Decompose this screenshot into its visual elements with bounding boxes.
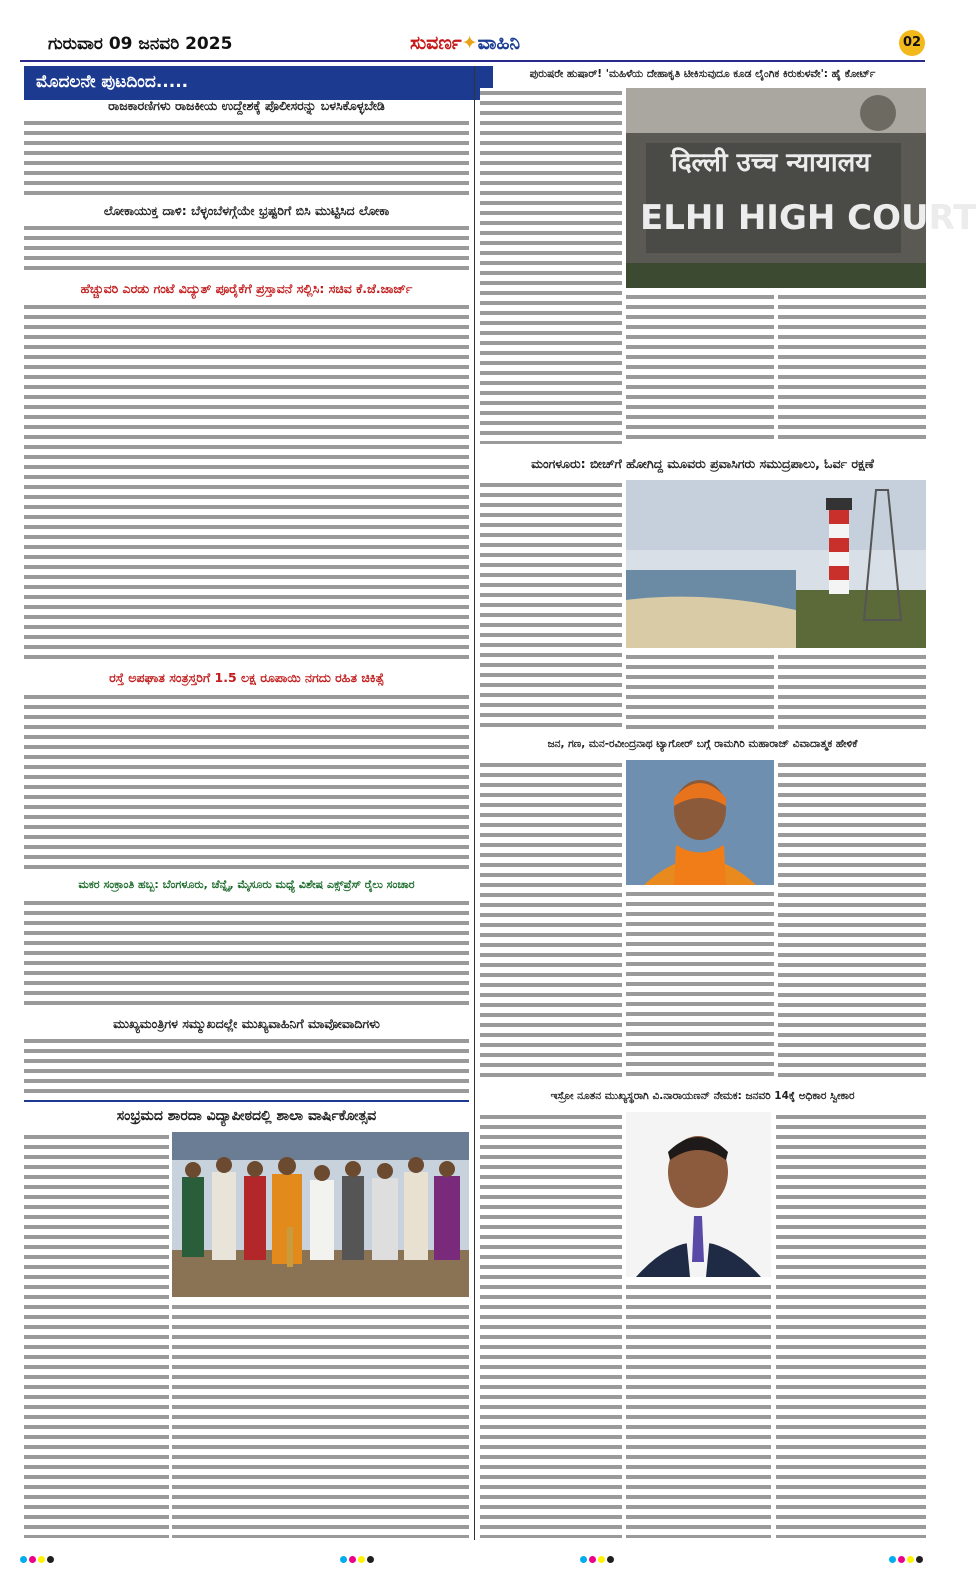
headline-annual-day: ಸಂಭ್ರಮದ ಶಾರದಾ ವಿದ್ಯಾಪೀಠದಲ್ಲಿ ಶಾಲಾ ವಾರ್ಷಿಕೋತ್ಸವ xyxy=(116,1108,377,1124)
article-beach-col3 xyxy=(778,652,926,730)
headline-lokayukta-raid: ಲೋಕಾಯುಕ್ತ ದಾಳಿ: ಬೆಳ್ಳಂಬೆಳಗ್ಗೆಯೇ ಭ್ರಷ್ಟರಿಗೆ ಬಿಸಿ ಮುಟ್ಟಿಸಿದ ಲೋಕಾ xyxy=(103,203,390,218)
article-high-court-col1 xyxy=(480,88,622,444)
headline-politicians-police: ರಾಜಕಾರಣಿಗಳು ರಾಜಕೀಯ ಉದ್ದೇಶಕ್ಕೆ ಪೊಲೀಸರನ್ನು ಬಳಸಿಕೊಳ್ಳಬೇಡಿ xyxy=(108,98,385,113)
narayanan-photo xyxy=(626,1112,771,1277)
magenta-mark xyxy=(29,1556,36,1563)
article-ramagiri-col1 xyxy=(480,760,622,1080)
black-mark xyxy=(367,1556,374,1563)
lighthouse-photo xyxy=(626,480,926,648)
magenta-mark xyxy=(349,1556,356,1563)
article-isro-col3 xyxy=(776,1112,926,1538)
article-beach-col2 xyxy=(626,652,774,730)
article-sankranti-trains xyxy=(24,898,469,1010)
yellow-mark xyxy=(907,1556,914,1563)
cyan-mark xyxy=(20,1556,27,1563)
column-rule xyxy=(474,66,475,1540)
logo-part1: ಸುವರ್ಣ xyxy=(410,32,462,54)
headline-accident-treatment: ರಸ್ತೆ ಅಪಘಾತ ಸಂತ್ರಸ್ತರಿಗೆ 1.5 ಲಕ್ಷ ರೂಪಾಯಿ ನಗದು ರಹಿತ ಚಿಕಿತ್ಸೆ xyxy=(109,670,384,685)
magenta-mark xyxy=(589,1556,596,1563)
headline-ramagiri: ಜನ, ಗಣ, ಮನ-ರವೀಂದ್ರನಾಥ ಟ್ಯಾಗೋರ್ ಬಗ್ಗೆ ರಾಮಗಿರಿ ಮಹಾರಾಜ್ ವಿವಾದಾತ್ಮಕ ಹೇಳಿಕೆ xyxy=(547,738,858,750)
masthead xyxy=(20,30,925,58)
yellow-mark xyxy=(358,1556,365,1563)
headline-mangaluru-beach: ಮಂಗಳೂರು: ಬೀಚ್‌ಗೆ ಹೋಗಿದ್ದ ಮೂವರು ಪ್ರವಾಸಿಗರು ಸಮುದ್ರಪಾಲು, ಓರ್ವ ರಕ್ಷಣೆ xyxy=(531,456,874,471)
logo-lamp-icon: ✦ xyxy=(461,32,478,54)
footer-color-marks xyxy=(20,1548,925,1558)
page-number: 02 xyxy=(899,30,925,56)
article-isro-col2 xyxy=(626,1282,771,1538)
court-sign-hindi: दिल्ली उच्च न्यायालय xyxy=(671,148,871,178)
article-beach-col1 xyxy=(480,480,622,730)
header-rule xyxy=(20,60,925,62)
black-mark xyxy=(607,1556,614,1563)
yellow-mark xyxy=(38,1556,45,1563)
cyan-mark xyxy=(580,1556,587,1563)
annual-day-photo xyxy=(172,1132,469,1297)
delhi-high-court-photo xyxy=(626,88,976,288)
article-isro-col1 xyxy=(480,1112,622,1538)
court-sign-english: ELHI HIGH COURT xyxy=(640,198,976,238)
issue-date: ಗುರುವಾರ 09 ಜನವರಿ 2025 xyxy=(48,34,233,54)
headline-maoists: ಮುಖ್ಯಮಂತ್ರಿಗಳ ಸಮ್ಮುಖದಲ್ಲೇ ಮುಖ್ಯವಾಹಿನಿಗೆ ಮಾವೋವಾದಿಗಳು xyxy=(113,1016,380,1031)
article-politicians-police xyxy=(24,118,469,198)
cyan-mark xyxy=(889,1556,896,1563)
headline-high-court: ಪುರುಷರೇ ಹುಷಾರ್! 'ಮಹಿಳೆಯ ದೇಹಾಕೃತಿ ಟೀಕಿಸುವುದೂ ಕೂಡ ಲೈಂಗಿಕ ಕಿರುಕುಳವೇ': ಹೈ ಕೋರ್ಟ್ xyxy=(529,68,876,80)
article-lokayukta-raid xyxy=(24,223,469,275)
article-high-court-col2 xyxy=(626,292,774,444)
black-mark xyxy=(47,1556,54,1563)
cyan-mark xyxy=(340,1556,347,1563)
yellow-mark xyxy=(598,1556,605,1563)
headline-isro-chief: ಇಸ್ರೋ ನೂತನ ಮುಖ್ಯಸ್ಥರಾಗಿ ವಿ.ನಾರಾಯಣನ್ ನೇಮಕ: ಜನವರಿ 14ಕ್ಕೆ ಅಧಿಕಾರ ಸ್ವೀಕಾರ xyxy=(550,1090,855,1102)
logo-part2: ವಾಹಿನಿ xyxy=(477,32,521,54)
black-mark xyxy=(916,1556,923,1563)
magenta-mark xyxy=(898,1556,905,1563)
newspaper-logo xyxy=(410,32,520,54)
article-high-court-col3 xyxy=(778,292,926,444)
headline-sankranti-trains: ಮಕರ ಸಂಕ್ರಾಂತಿ ಹಬ್ಬ: ಬೆಂಗಳೂರು, ಚೆನ್ನೈ, ಮೈಸೂರು ಮಧ್ಯೆ ವಿಶೇಷ ಎಕ್ಸ್‌ಪ್ರೆಸ್ ರೈಲು ಸಂಚಾರ xyxy=(78,878,415,891)
article-maoists xyxy=(24,1036,469,1096)
article-power-supply xyxy=(24,302,469,664)
headline-power-supply: ಹೆಚ್ಚುವರಿ ಎರಡು ಗಂಟೆ ವಿದ್ಯುತ್ ಪೂರೈಕೆಗೆ ಪ್ರಸ್ತಾವನೆ ಸಲ್ಲಿಸಿ: ಸಚಿವ ಕೆ.ಜೆ.ಜಾರ್ಜ್ xyxy=(80,281,413,296)
article-accident-treatment xyxy=(24,692,469,872)
left-divider xyxy=(24,1100,469,1102)
section-banner: ಮೊದಲನೇ ಪುಟದಿಂದ..... xyxy=(24,66,493,100)
ramagiri-photo xyxy=(626,760,774,885)
article-annual-day-col1 xyxy=(24,1132,169,1538)
article-ramagiri-col3 xyxy=(778,760,926,1080)
article-ramagiri-col2 xyxy=(626,889,774,1080)
article-annual-day-col2 xyxy=(172,1302,469,1538)
